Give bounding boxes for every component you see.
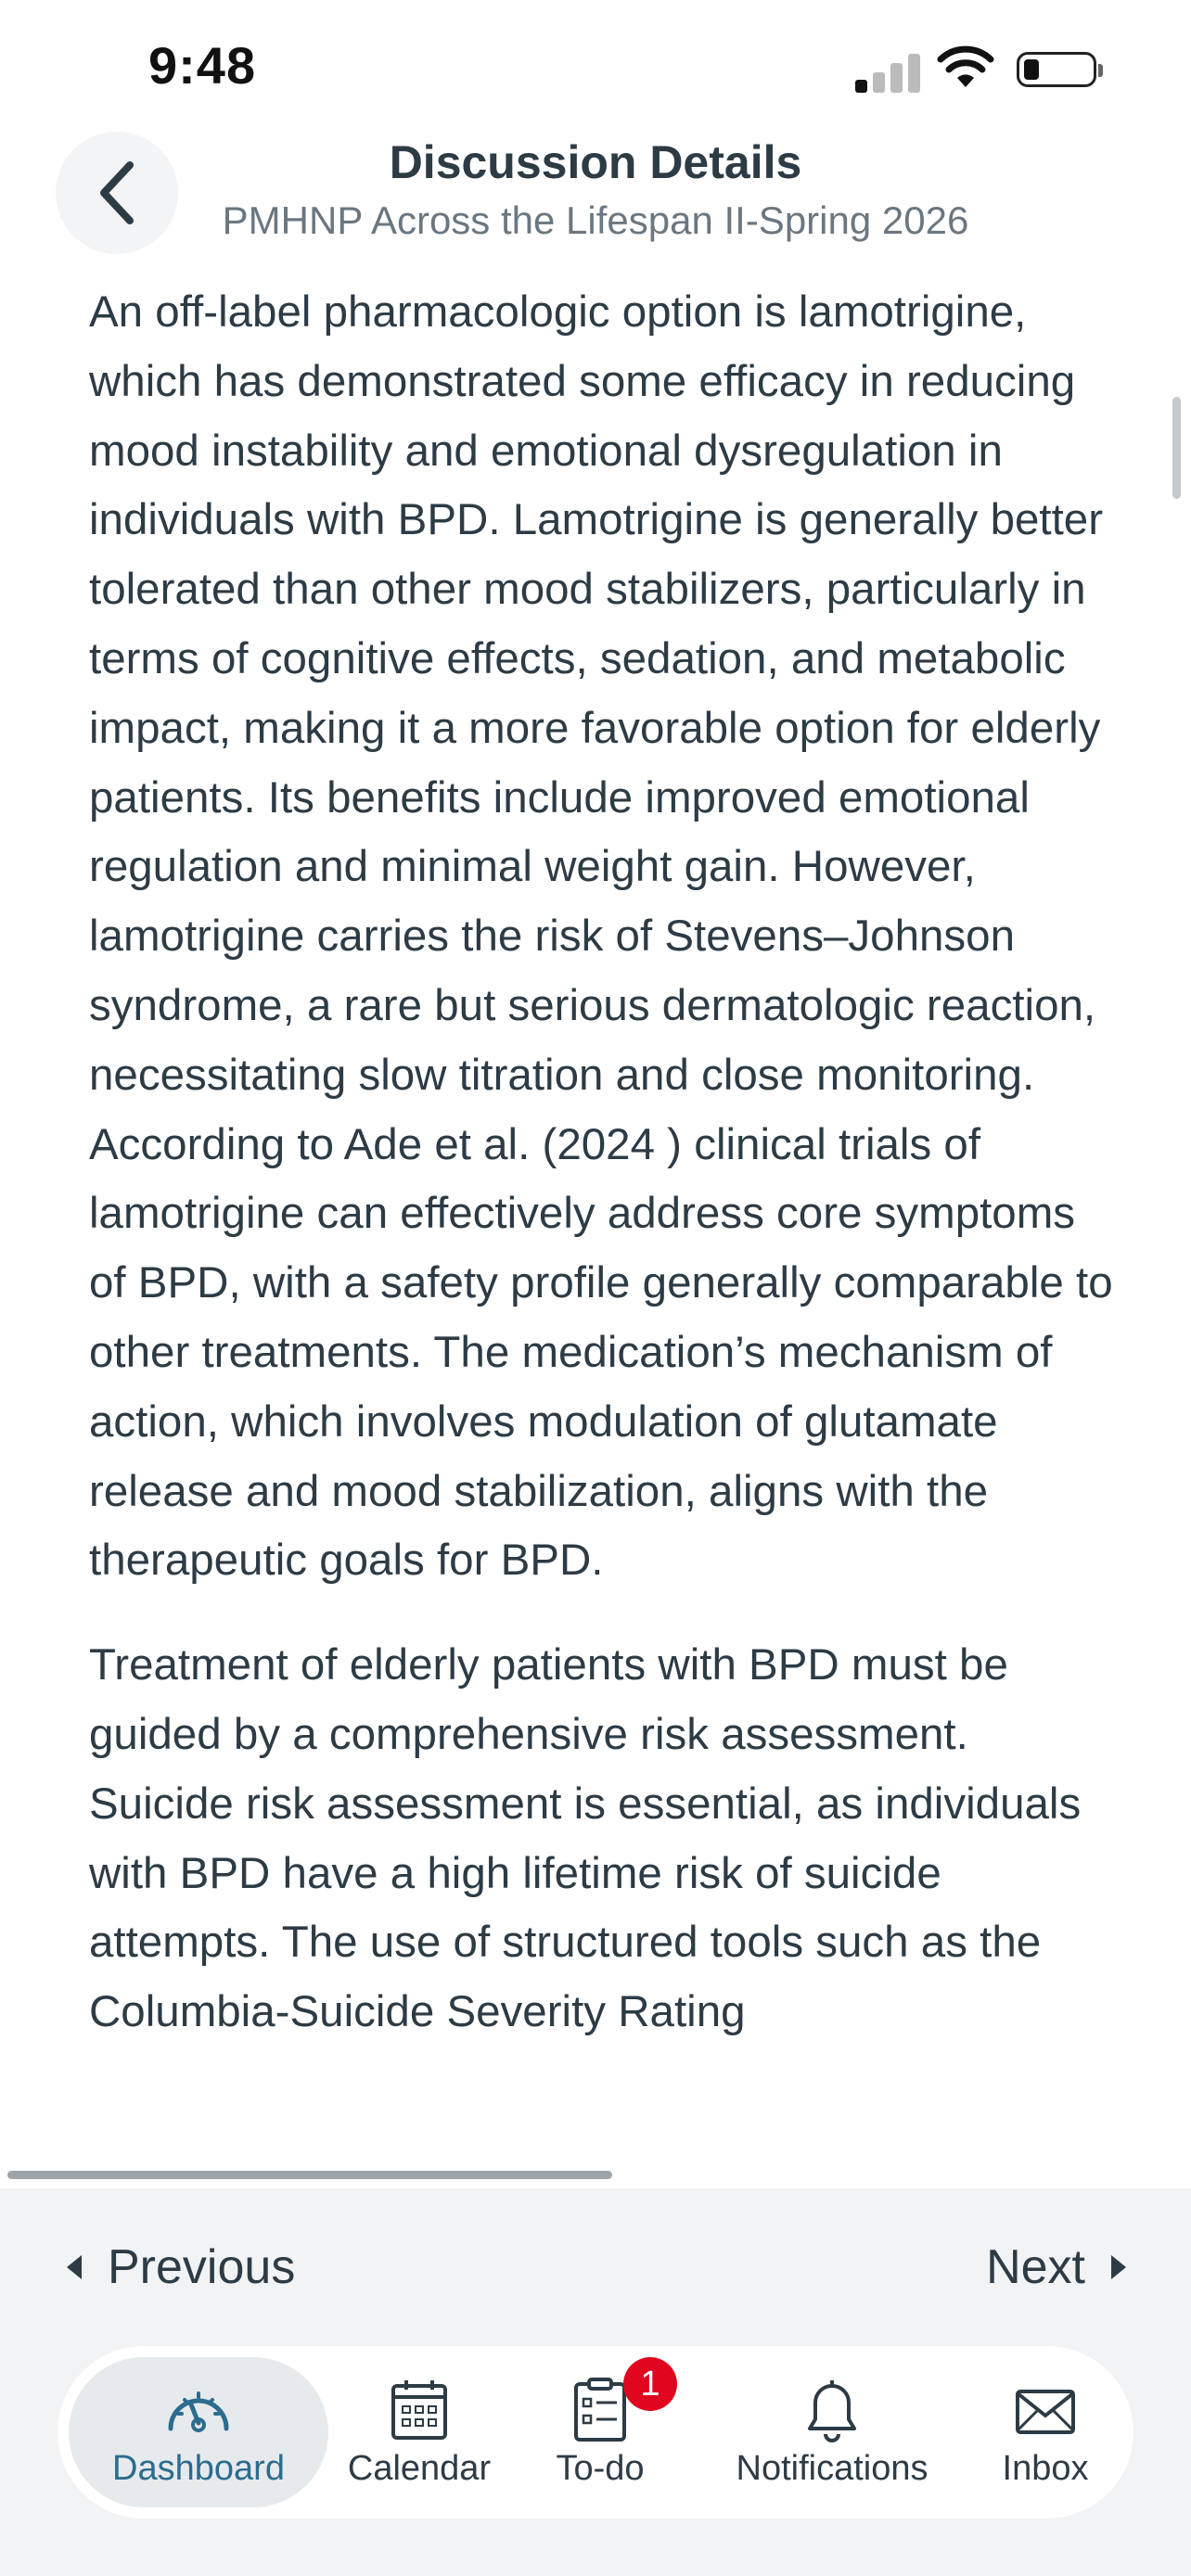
- discussion-paragraph: An off-label pharmacologic option is lamotrigine, which has demonstrated some efficacy in reducing mood instability and emotional dysregulation in individuals with BPD. Lamotrigine is generally better tolerated than other mood stabilizers, particularly in terms of cognitive effects, sedation, and metabolic impact, making it a more favorable option for elderly patients. Its benefits include improved emotional regulation and minimal weight gain. However, lamotrigine carries the risk of Stevens–Johnson syndrome, a rare but serious dermatologic reaction, necessitating slow titration and close monitoring. According to Ade et al. (2024 ) clinical trials of lamotrigine can effectively address core symptoms of BPD, with a safety profile generally comparable to other treatments. The medication’s mechanism of action, which involves modulation of glutamate release and mood stabilization, aligns with the therapeutic goals for BPD.: [89, 287, 1113, 1586]
- pagination-bar: [0, 2188, 1191, 2346]
- tab-notifications[interactable]: [698, 2346, 967, 2519]
- vertical-scrollbar[interactable]: [1172, 397, 1181, 499]
- status-time: 9:48: [148, 36, 257, 95]
- tab-bar-area: [0, 2346, 1191, 2576]
- envelope-icon: [1008, 2377, 1082, 2443]
- page-title: Discussion Details: [389, 136, 802, 188]
- caret-left-icon: [67, 2255, 82, 2279]
- caret-right-icon: [1111, 2255, 1126, 2279]
- tab-label: Dashboard: [112, 2448, 285, 2488]
- discussion-body: [89, 278, 1119, 2179]
- todo-count-badge: 1: [623, 2357, 677, 2411]
- tab-calendar[interactable]: [336, 2346, 503, 2519]
- previous-label: Previous: [108, 2240, 296, 2294]
- wifi-icon: [937, 45, 994, 91]
- battery-icon: [1017, 52, 1096, 87]
- status-bar: [0, 0, 1191, 139]
- previous-button[interactable]: [67, 2239, 295, 2295]
- tab-label: Calendar: [347, 2448, 492, 2488]
- bottom-tab-bar: [58, 2346, 1133, 2519]
- next-button[interactable]: [986, 2239, 1126, 2295]
- cellular-signal-icon: [855, 46, 920, 93]
- dashboard-gauge-icon: [161, 2377, 236, 2443]
- course-subtitle: PMHNP Across the Lifespan II-Spring 2026: [222, 198, 969, 242]
- horizontal-scrollbar[interactable]: [7, 2171, 612, 2179]
- tab-label: Notifications: [736, 2448, 928, 2488]
- tab-todo[interactable]: [521, 2346, 679, 2519]
- bell-icon: [795, 2377, 869, 2443]
- next-label: Next: [986, 2240, 1085, 2294]
- tab-inbox[interactable]: [976, 2346, 1115, 2519]
- tab-label: Inbox: [1002, 2448, 1089, 2488]
- discussion-paragraph: Treatment of elderly patients with BPD must be guided by a comprehensive risk assessment. Suicide risk assessment is essential, as individuals with BPD have a high lifetime risk of suicide attempts. The use of structured tools such as the Columbia-Suicide Severity Rating: [89, 1640, 1082, 2037]
- calendar-icon: [382, 2377, 456, 2443]
- tab-label: To-do: [556, 2448, 645, 2488]
- tab-dashboard[interactable]: [69, 2357, 328, 2507]
